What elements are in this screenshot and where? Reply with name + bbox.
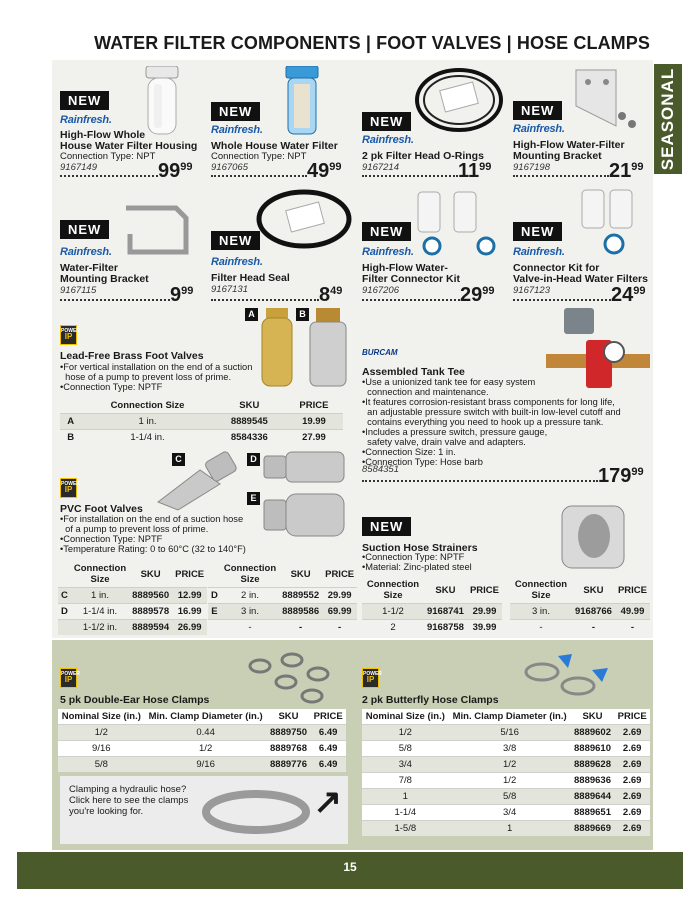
column-header: SKU bbox=[435, 584, 456, 596]
table-row bbox=[58, 757, 346, 773]
cell-size: 2 in. bbox=[221, 588, 279, 604]
brand-logo: Rainfresh. bbox=[211, 256, 263, 268]
table-row bbox=[58, 741, 346, 757]
cell-sku: 9168741 bbox=[424, 604, 467, 620]
tank-tee-leader bbox=[362, 480, 598, 482]
product-sku: 9167065 bbox=[211, 162, 248, 173]
product-name-line2: Mounting Bracket bbox=[513, 150, 602, 162]
price-whole: 24 bbox=[611, 284, 634, 306]
hydraulic-text-line: Clamping a hydraulic hose? bbox=[69, 784, 187, 795]
cell-size: 1 in. bbox=[71, 588, 129, 604]
bullet-line: •Use a unionized tank tee for easy system bbox=[362, 377, 536, 387]
new-badge: NEW bbox=[513, 101, 562, 120]
price-whole: 8 bbox=[319, 284, 331, 306]
table-row bbox=[58, 588, 207, 604]
cell-price: 2.69 bbox=[614, 757, 650, 773]
valve-connector-kit-image bbox=[578, 188, 650, 256]
hydraulic-clamp-image bbox=[200, 784, 312, 838]
page-title: WATER FILTER COMPONENTS | FOOT VALVES | HOSE CLAMPS bbox=[94, 33, 650, 53]
cell-size: 1/2 bbox=[58, 725, 145, 741]
brand-logo: Rainfresh. bbox=[211, 124, 263, 136]
cell-letter: C bbox=[58, 588, 71, 604]
filter-housing-image bbox=[140, 66, 184, 138]
cell-letter: D bbox=[58, 604, 71, 620]
product-price bbox=[158, 160, 193, 183]
product-name-line1: 2 pk Filter Head O-Rings bbox=[362, 150, 484, 162]
table-row bbox=[510, 620, 650, 636]
bullet-line: •Connection Type: NPTF bbox=[60, 382, 163, 392]
price-cents: 99 bbox=[181, 285, 194, 297]
price-whole: 21 bbox=[609, 160, 632, 182]
price-cents: 99 bbox=[633, 285, 646, 297]
seasonal-tab[interactable] bbox=[654, 64, 682, 174]
cell-size: 1-1/2 in. bbox=[71, 620, 129, 636]
table-row bbox=[362, 757, 650, 773]
product-name-line1: High-Flow Water-Filter bbox=[513, 139, 625, 151]
cell-price: 6.49 bbox=[310, 757, 346, 773]
column-header: PRICE bbox=[313, 711, 343, 722]
bullet-line: safety valve, drain valve and adapters. bbox=[362, 437, 526, 447]
cell-size: 1 in. bbox=[81, 414, 213, 430]
cell-size: 1/2 bbox=[362, 725, 449, 741]
cell-size: 1-1/2 bbox=[362, 604, 424, 620]
cell-dia: 3/4 bbox=[449, 805, 571, 821]
column-header bbox=[60, 398, 81, 414]
cell-dia: 1 bbox=[449, 821, 571, 837]
tank-tee-title: Assembled Tank Tee bbox=[362, 366, 465, 378]
bullet-line: •Material: Zinc-plated steel bbox=[362, 562, 472, 572]
table-row bbox=[362, 604, 502, 620]
new-badge: NEW bbox=[513, 222, 562, 241]
column-header: Connection Size bbox=[73, 563, 127, 585]
cell-sku: 8889560 bbox=[129, 588, 172, 604]
bullet-line: •Temperature Rating: 0 to 60°C (32 to 140°F) bbox=[60, 544, 246, 554]
image-label-e: E bbox=[247, 492, 260, 505]
image-label-d: D bbox=[247, 453, 260, 466]
table-row bbox=[362, 741, 650, 757]
cell-sku: 9168758 bbox=[424, 620, 467, 636]
pvc-table-right bbox=[208, 561, 357, 635]
pvc-table-left bbox=[58, 561, 207, 635]
table-row bbox=[510, 604, 650, 620]
suction-strainer-image bbox=[556, 498, 634, 572]
cell-letter: A bbox=[60, 414, 81, 430]
column-header: PRICE bbox=[617, 584, 647, 596]
brand-logo: Rainfresh. bbox=[362, 134, 414, 146]
price-cents: 99 bbox=[482, 285, 495, 297]
column-header: Connection Size bbox=[514, 579, 568, 601]
cell-letter: D bbox=[208, 588, 221, 604]
butterfly-table bbox=[362, 709, 650, 836]
cell-sku: 8584336 bbox=[214, 430, 285, 446]
cell-price: 16.99 bbox=[172, 604, 207, 620]
cell-size: 1-1/4 in. bbox=[81, 430, 213, 446]
column-header: PRICE bbox=[299, 400, 329, 411]
product-sku: 9167198 bbox=[513, 162, 550, 173]
cell-price: 2.69 bbox=[614, 725, 650, 741]
cell-size: 1 bbox=[362, 789, 449, 805]
table-row bbox=[208, 604, 357, 620]
bullet-line: •For vertical installation on the end of a suction bbox=[60, 362, 253, 372]
high-flow-bracket-image bbox=[566, 66, 646, 134]
column-header: SKU bbox=[239, 400, 260, 411]
price-leader bbox=[60, 299, 170, 301]
price-whole: 9 bbox=[170, 284, 182, 306]
table-row bbox=[362, 805, 650, 821]
price-whole: 11 bbox=[458, 160, 480, 182]
new-badge: NEW bbox=[211, 102, 260, 121]
product-price bbox=[609, 160, 644, 183]
cell-dia: 0.44 bbox=[145, 725, 267, 741]
cell-dia: 1/2 bbox=[449, 757, 571, 773]
cell-price: 2.69 bbox=[614, 805, 650, 821]
cell-size: 2 bbox=[362, 620, 424, 636]
table-row bbox=[208, 620, 357, 636]
cell-dia: 3/8 bbox=[449, 741, 571, 757]
cell-size: 3 in. bbox=[221, 604, 279, 620]
column-header: Connection Size bbox=[110, 400, 185, 411]
image-label-a: A bbox=[245, 308, 258, 321]
price-leader bbox=[362, 299, 460, 301]
bullet-line: •For installation on the end of a suction hose bbox=[60, 514, 244, 524]
power-ip-icon-butterfly: POWER IP bbox=[362, 668, 379, 688]
cell-size: 1-5/8 bbox=[362, 821, 449, 837]
column-header: SKU bbox=[278, 711, 299, 722]
table-row bbox=[362, 773, 650, 789]
price-whole: 99 bbox=[158, 160, 181, 182]
new-badge: NEW bbox=[211, 231, 260, 250]
cell-letter: B bbox=[60, 430, 81, 446]
product-connection-type: Connection Type: NPT bbox=[60, 151, 156, 162]
power-ip-icon-clamps: POWER IP bbox=[60, 668, 77, 688]
column-header: Nominal Size (in.) bbox=[61, 711, 141, 722]
cell-price: 26.99 bbox=[172, 620, 207, 636]
cell-size: 7/8 bbox=[362, 773, 449, 789]
cell-size: - bbox=[510, 620, 572, 636]
bullet-line: contains everything you need to hook up a pressure tank. bbox=[362, 417, 604, 427]
product-name-line1: Filter Head Seal bbox=[211, 272, 290, 284]
cell-letter: E bbox=[208, 604, 221, 620]
cell-sku: 8889644 bbox=[571, 789, 615, 805]
cell-price: 27.99 bbox=[285, 430, 343, 446]
cell-price: 69.99 bbox=[322, 604, 357, 620]
product-name-line1: Whole House Water Filter bbox=[211, 140, 338, 152]
seasonal-tab-label: SEASONAL bbox=[658, 67, 677, 171]
hydraulic-hose-link[interactable] bbox=[60, 776, 348, 844]
column-header: PRICE bbox=[469, 584, 499, 596]
table-row bbox=[58, 604, 207, 620]
image-label-c: C bbox=[172, 453, 185, 466]
connector-kit-image bbox=[410, 188, 506, 258]
price-leader bbox=[362, 175, 458, 177]
cell-sku: 8889768 bbox=[267, 741, 311, 757]
price-leader bbox=[60, 175, 158, 177]
butterfly-title: 2 pk Butterfly Hose Clamps bbox=[362, 694, 499, 706]
table-row bbox=[362, 821, 650, 837]
cell-price: 12.99 bbox=[172, 588, 207, 604]
cell-sku: 8889586 bbox=[279, 604, 322, 620]
link-arrow-icon: ↗ bbox=[313, 783, 342, 821]
pvc-valve-d-image bbox=[262, 450, 348, 484]
tank-tee-image bbox=[546, 306, 650, 388]
column-header bbox=[208, 561, 221, 588]
brass-title: Lead-Free Brass Foot Valves bbox=[60, 350, 204, 362]
cell-size: 5/8 bbox=[58, 757, 145, 773]
cell-price: 6.49 bbox=[310, 725, 346, 741]
column-header: Connection Size bbox=[223, 563, 277, 585]
product-sku: 9167131 bbox=[211, 284, 248, 295]
cell-size: 1-1/4 in. bbox=[71, 604, 129, 620]
bullet-line: connection and maintenance. bbox=[362, 387, 489, 397]
cell-price: 2.69 bbox=[614, 821, 650, 837]
brass-table bbox=[60, 398, 343, 445]
page-number: 15 bbox=[343, 860, 357, 874]
brand-logo: Rainfresh. bbox=[60, 114, 112, 126]
bullet-line: •Includes a pressure switch, pressure gauge, bbox=[362, 427, 548, 437]
power-ip-icon-pvc: POWER IP bbox=[60, 478, 77, 498]
cell-letter bbox=[208, 620, 221, 636]
column-header: SKU bbox=[290, 568, 311, 580]
table-row bbox=[362, 789, 650, 805]
double-ear-title: 5 pk Double-Ear Hose Clamps bbox=[60, 694, 210, 706]
column-header: PRICE bbox=[617, 711, 647, 722]
cell-size: 5/8 bbox=[362, 741, 449, 757]
cell-sku: 8889750 bbox=[267, 725, 311, 741]
table-row bbox=[58, 725, 346, 741]
cell-price: 2.69 bbox=[614, 789, 650, 805]
cell-sku: 8889552 bbox=[279, 588, 322, 604]
cell-dia: 9/16 bbox=[145, 757, 267, 773]
mounting-bracket-image bbox=[116, 204, 192, 256]
product-name-line2: Valve-in-Head Water Filters bbox=[513, 273, 648, 285]
product-price bbox=[170, 284, 193, 307]
cell-sku: 8889594 bbox=[129, 620, 172, 636]
burcam-logo: BURCAM bbox=[362, 348, 398, 357]
bullet-line: •Connection Type: NPTF bbox=[60, 534, 163, 544]
tank-tee-sku: 8584351 bbox=[362, 464, 399, 475]
cell-price: 2.69 bbox=[614, 773, 650, 789]
cell-sku: 8889578 bbox=[129, 604, 172, 620]
cell-sku: 8889610 bbox=[571, 741, 615, 757]
product-price bbox=[319, 284, 342, 307]
cell-price: 29.99 bbox=[467, 604, 502, 620]
product-connection-type: Connection Type: NPT bbox=[211, 151, 307, 162]
o-rings-image bbox=[412, 64, 506, 134]
product-name-line1: Connector Kit for bbox=[513, 262, 600, 274]
price-whole: 49 bbox=[307, 160, 330, 182]
bullet-line: an adjustable pressure switch with built-in low-level cutoff and bbox=[362, 407, 621, 417]
product-price bbox=[611, 284, 646, 307]
bullet-line: •Connection Type: Hose barb bbox=[362, 457, 483, 467]
price-leader bbox=[211, 299, 319, 301]
strainer-new-badge: NEW bbox=[362, 517, 411, 536]
column-header: SKU bbox=[582, 711, 603, 722]
brass-foot-valve-image bbox=[258, 306, 354, 390]
hydraulic-text-line: you're looking for. bbox=[69, 806, 144, 817]
cell-letter bbox=[58, 620, 71, 636]
column-header: Connection Size bbox=[366, 579, 420, 601]
table-row bbox=[60, 414, 343, 430]
price-whole: 29 bbox=[460, 284, 483, 306]
cell-price: 19.99 bbox=[285, 414, 343, 430]
bullet-line: hose of a pump to prevent loss of prime. bbox=[60, 372, 232, 382]
price-cents: 99 bbox=[479, 161, 492, 173]
pvc-valve-c-image bbox=[150, 450, 240, 512]
price-leader bbox=[211, 175, 307, 177]
price-cents: 99 bbox=[180, 161, 193, 173]
cell-size: 3/4 bbox=[362, 757, 449, 773]
column-header: Min. Clamp Diameter (in.) bbox=[452, 711, 567, 722]
pvc-valve-e-image bbox=[262, 492, 348, 538]
product-sku: 9167149 bbox=[60, 162, 97, 173]
cell-sku: 8889669 bbox=[571, 821, 615, 837]
cell-size: - bbox=[221, 620, 279, 636]
table-row bbox=[58, 620, 207, 636]
strainer-table-left bbox=[362, 577, 502, 635]
double-ear-clamps-image bbox=[246, 652, 334, 704]
price-cents: 99 bbox=[631, 161, 644, 173]
table-row bbox=[208, 588, 357, 604]
cell-sku: 8889602 bbox=[571, 725, 615, 741]
product-sku: 9167206 bbox=[362, 285, 399, 296]
new-badge: NEW bbox=[362, 222, 411, 241]
product-sku: 9167123 bbox=[513, 285, 550, 296]
column-header: SKU bbox=[140, 568, 161, 580]
table-row bbox=[362, 725, 650, 741]
cell-size: 3 in. bbox=[510, 604, 572, 620]
product-price bbox=[460, 284, 495, 307]
cell-dia: 5/16 bbox=[449, 725, 571, 741]
new-badge: NEW bbox=[60, 220, 109, 239]
strainer-table-right bbox=[510, 577, 650, 635]
bullet-line: of a pump to prevent loss of prime. bbox=[60, 524, 209, 534]
bullet-line: •It features corrosion-resistant brass components for long life, bbox=[362, 397, 615, 407]
cell-dia: 1/2 bbox=[449, 773, 571, 789]
table-row bbox=[362, 620, 502, 636]
column-header: SKU bbox=[583, 584, 604, 596]
cell-price: 49.99 bbox=[615, 604, 650, 620]
hydraulic-text-line: Click here to see the clamps bbox=[69, 795, 189, 806]
price-leader bbox=[513, 175, 609, 177]
price-leader bbox=[513, 299, 611, 301]
column-header: PRICE bbox=[325, 568, 355, 580]
product-name-line1: Water-Filter bbox=[60, 262, 118, 274]
column-header: PRICE bbox=[175, 568, 205, 580]
cell-price: 29.99 bbox=[322, 588, 357, 604]
product-sku: 9167214 bbox=[362, 162, 399, 173]
pvc-title: PVC Foot Valves bbox=[60, 503, 143, 515]
power-ip-icon: POWER IP bbox=[60, 325, 77, 345]
cell-size: 1-1/4 bbox=[362, 805, 449, 821]
cell-price: 6.49 bbox=[310, 741, 346, 757]
cell-sku: 8889651 bbox=[571, 805, 615, 821]
cell-price: 2.69 bbox=[614, 741, 650, 757]
cell-price: - bbox=[322, 620, 357, 636]
cell-size: 9/16 bbox=[58, 741, 145, 757]
strainer-title: Suction Hose Strainers bbox=[362, 542, 478, 554]
butterfly-clamps-image bbox=[520, 652, 612, 704]
product-name-line2: Filter Connector Kit bbox=[362, 273, 461, 285]
hydraulic-hose-text bbox=[69, 784, 199, 817]
product-name-line1: High-Flow Water- bbox=[362, 262, 448, 274]
new-badge: NEW bbox=[362, 112, 411, 131]
product-price bbox=[307, 160, 342, 183]
product-name-line2: House Water Filter Housing bbox=[60, 140, 198, 152]
product-sku: 9167115 bbox=[60, 285, 97, 296]
cell-price: 39.99 bbox=[467, 620, 502, 636]
cell-sku: - bbox=[572, 620, 615, 636]
column-header: Min. Clamp Diameter (in.) bbox=[148, 711, 263, 722]
bullet-line: •Connection Size: 1 in. bbox=[362, 447, 456, 457]
image-label-b: B bbox=[296, 308, 309, 321]
whole-house-filter-image bbox=[282, 66, 322, 138]
brand-logo: Rainfresh. bbox=[60, 246, 112, 258]
price-cents: 99 bbox=[329, 161, 342, 173]
brand-logo: Rainfresh. bbox=[513, 246, 565, 258]
new-badge: NEW bbox=[60, 91, 109, 110]
double-ear-table bbox=[58, 709, 346, 772]
product-name-line2: Mounting Bracket bbox=[60, 273, 149, 285]
brand-logo: Rainfresh. bbox=[513, 123, 565, 135]
cell-sku: 8889628 bbox=[571, 757, 615, 773]
bullet-line: •Connection Type: NPTF bbox=[362, 552, 465, 562]
brand-logo: Rainfresh. bbox=[362, 246, 414, 258]
page-footer bbox=[17, 852, 683, 889]
price-cents: 49 bbox=[330, 285, 343, 297]
cell-sku: - bbox=[279, 620, 322, 636]
cell-dia: 1/2 bbox=[145, 741, 267, 757]
cell-sku: 8889776 bbox=[267, 757, 311, 773]
table-row bbox=[60, 430, 343, 446]
cell-sku: 8889545 bbox=[214, 414, 285, 430]
tank-tee-price: $179^{99}$ bbox=[598, 465, 644, 487]
cell-dia: 5/8 bbox=[449, 789, 571, 805]
cell-sku: 9168766 bbox=[572, 604, 615, 620]
column-header bbox=[58, 561, 71, 588]
cell-sku: 8889636 bbox=[571, 773, 615, 789]
product-price bbox=[458, 160, 491, 183]
filter-head-seal-image bbox=[254, 188, 354, 250]
cell-price: - bbox=[615, 620, 650, 636]
product-name-line1: High-Flow Whole bbox=[60, 129, 146, 141]
column-header: Nominal Size (in.) bbox=[365, 711, 445, 722]
